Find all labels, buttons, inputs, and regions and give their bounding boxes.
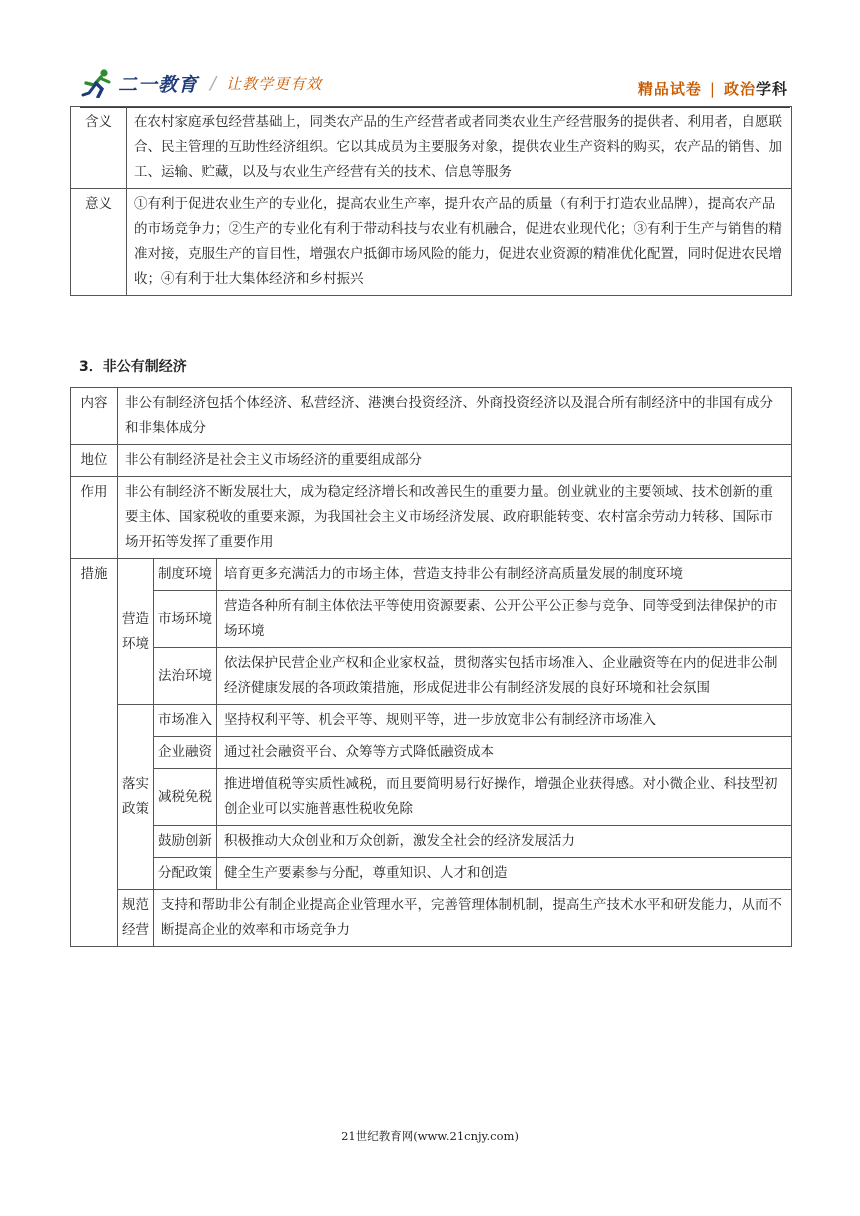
- brand-logo: [80, 68, 322, 98]
- item-label: 市场准入: [154, 705, 217, 737]
- cooperative-table: [70, 106, 792, 296]
- table-row: [71, 826, 792, 858]
- header-subject-prefix: 政治: [723, 80, 756, 98]
- table-row: [71, 737, 792, 769]
- header-separator: |: [709, 80, 716, 98]
- table-row: [71, 890, 792, 947]
- item-text: 依法保护民营企业产权和企业家权益，贯彻落实包括市场准入、企业融资等在内的促进非公制经济健康发展的各项政策措施，形成促进非公有制经济发展的良好环境和社会氛围: [217, 648, 792, 705]
- group-label: 落实政策: [118, 705, 154, 890]
- group-label: 规范经营: [118, 890, 154, 947]
- item-label: 制度环境: [154, 559, 217, 591]
- row-label: 意义: [71, 189, 127, 296]
- item-text: 积极推动大众创业和万众创新，激发全社会的经济发展活力: [217, 826, 792, 858]
- row-content: 非公有制经济不断发展壮大，成为稳定经济增长和改善民生的重要力量。创业就业的主要领域、技术创新的重要主体、国家税收的重要来源，为我国社会主义市场经济发展、政府职能转变、农村富余劳动力转移、国际市场开拓等发挥了重要作用: [118, 477, 792, 559]
- table-row: [71, 559, 792, 591]
- measures-label: 措施: [71, 559, 118, 947]
- header-subject: [638, 78, 788, 99]
- runner-logo-icon: [80, 68, 116, 98]
- row-content: 非公有制经济包括个体经济、私营经济、港澳台投资经济、外商投资经济以及混合所有制经济中的非国有成分和非集体成分: [118, 388, 792, 445]
- section-title: 3．非公有制经济: [79, 359, 187, 375]
- table-row: [71, 107, 792, 189]
- row-label: 地位: [71, 445, 118, 477]
- row-content: ①有利于促进农业生产的专业化，提高农业生产率，提升农产品的质量（有利于打造农业品牌），提高农产品的市场竞争力；②生产的专业化有利于带动科技与农业有机融合，促进农业现代化；③有利于生产与销售的精准对接，克服生产的盲目性，增强农户抵御市场风险的能力，促进农业资源的精准优化配置，同时促进农民增收；④有利于壮大集体经济和乡村振兴: [127, 189, 792, 296]
- item-text: 营造各种所有制主体依法平等使用资源要素、公开公平公正参与竞争、同等受到法律保护的市场环境: [217, 591, 792, 648]
- item-label: 法治环境: [154, 648, 217, 705]
- row-label: 作用: [71, 477, 118, 559]
- item-text: 通过社会融资平台、众筹等方式降低融资成本: [217, 737, 792, 769]
- row-content: 在农村家庭承包经营基础上，同类农产品的生产经营者或者同类农业生产经营服务的提供者、利用者，自愿联合、民主管理的互助性经济组织。它以其成员为主要服务对象，提供农业生产资料的购买，农产品的销售、加工、运输、贮藏，以及与农业生产经营有关的技术、信息等服务: [127, 107, 792, 189]
- table-row: [71, 591, 792, 648]
- table-row: [71, 388, 792, 445]
- group-label: 营造环境: [118, 559, 154, 705]
- table-row: [71, 189, 792, 296]
- page-footer: 21世纪教育网(www.21cnjy.com): [341, 1129, 519, 1143]
- brand-slash: /: [210, 72, 217, 94]
- table-row: [71, 648, 792, 705]
- item-label: 市场环境: [154, 591, 217, 648]
- row-content: 非公有制经济是社会主义市场经济的重要组成部分: [118, 445, 792, 477]
- item-text: 健全生产要素参与分配，尊重知识、人才和创造: [217, 858, 792, 890]
- header-category: 精品试卷: [637, 80, 702, 98]
- item-text: 培育更多充满活力的市场主体，营造支持非公有制经济高质量发展的制度环境: [217, 559, 792, 591]
- row-label: 内容: [71, 388, 118, 445]
- item-text: 支持和帮助非公有制企业提高企业管理水平，完善管理体制机制，提高生产技术水平和研发能力，从而不断提高企业的效率和市场竞争力: [154, 890, 792, 947]
- brand-slogan: 让教学更有效: [226, 74, 323, 93]
- non-public-economy-table: [70, 387, 792, 947]
- item-label: 分配政策: [154, 858, 217, 890]
- item-label: 企业融资: [154, 737, 217, 769]
- table-row: [71, 477, 792, 559]
- table-row: [71, 769, 792, 826]
- header-subject-suffix: 学科: [755, 80, 788, 98]
- item-text: 坚持权利平等、机会平等、规则平等，进一步放宽非公有制经济市场准入: [217, 705, 792, 737]
- item-label: 鼓励创新: [154, 826, 217, 858]
- table-row: [71, 705, 792, 737]
- item-label: 减税免税: [154, 769, 217, 826]
- item-text: 推进增值税等实质性减税，而且要简明易行好操作，增强企业获得感。对小微企业、科技型初创企业可以实施普惠性税收免除: [217, 769, 792, 826]
- table-row: [71, 858, 792, 890]
- row-label: 含义: [71, 107, 127, 189]
- page-header: [80, 66, 790, 108]
- table-row: [71, 445, 792, 477]
- brand-name: 二一教育: [118, 73, 199, 96]
